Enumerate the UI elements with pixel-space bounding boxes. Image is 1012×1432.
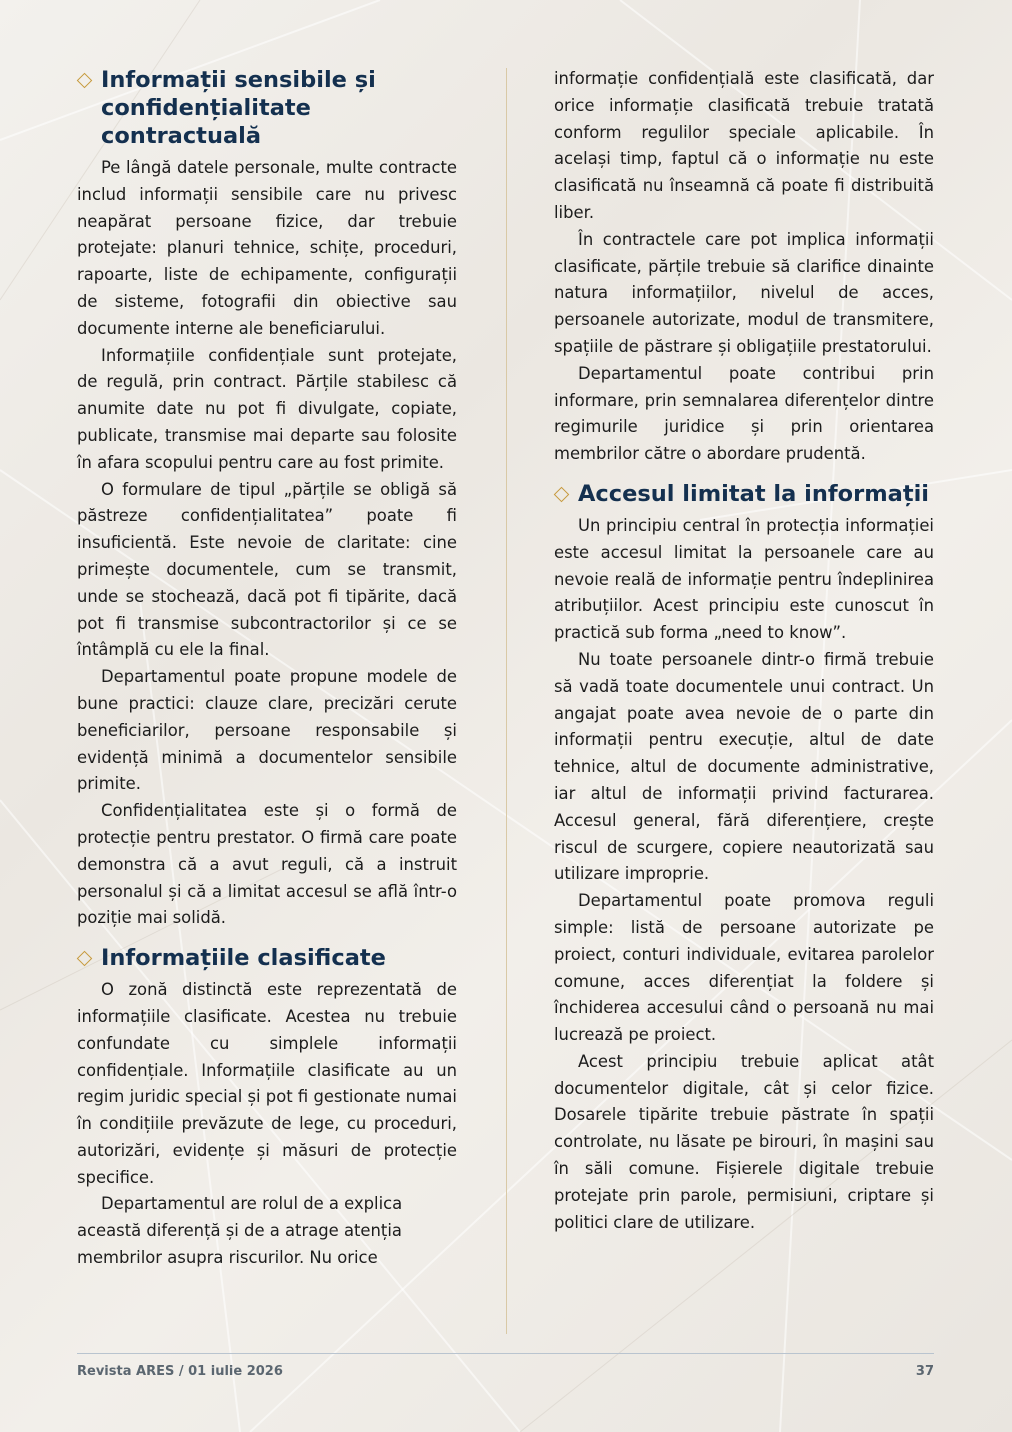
column-divider	[506, 68, 507, 1334]
paragraph: Nu toate persoanele dintr-o firmă trebuie să vadă toate documentele unui contract. Un angajat poate avea nevoie de o parte din informații pentru execuție, altul de date tehnice, altul de documente administrative, iar altul de informații privind facturarea. Accesul general, fără diferențiere, crește riscul de scurgere, copiere neautorizată sau utilizare improprie.	[554, 649, 934, 884]
paragraph: O formulare de tipul „părțile se obligă să păstreze confidențialitatea” poate fi insuficientă. Este nevoie de claritate: cine primește documentele, cum se transmit, unde se stochează, dacă pot fi tipărite, dacă pot fi transmise subcontractorilor și ce se întâmplă cu ele la final.	[77, 479, 457, 660]
paragraph: O zonă distinctă este reprezentată de informațiile clasificate. Acestea nu trebuie confundate cu simplele informații confidențiale. Informațiile clasificate au un regim juridic special și pot fi gestionate numai în condițiile prevăzute de lege, cu proceduri, autorizări, evidențe și măsuri de protecție specifice.	[77, 980, 457, 1187]
paragraph: În contractele care pot implica informații clasificate, părțile trebuie să clarifice dinainte natura informațiilor, nivelul de acces, persoanele autorizate, modul de transmitere, spațiile de păstrare și obligațiile prestatorului.	[554, 229, 934, 356]
paragraph: Departamentul are rolul de a explica această diferență și de a atrage atenția membrilor asupra riscurilor. Nu orice	[77, 1194, 403, 1268]
diamond-outline-icon	[554, 487, 570, 503]
section-heading-text: Informațiile clasificate	[101, 945, 386, 972]
paragraph-continuation: informație confidențială este clasificată, dar orice informație clasificată trebuie tratată conform regulilor speciale aplicabile. În același timp, faptul că o informație nu este clasificată nu înseamnă că poate fi distribuită liber.	[554, 69, 934, 222]
left-column	[77, 66, 457, 1272]
section-heading-text: Informații sensibile și confidențialitate contractuală	[101, 67, 376, 149]
paragraph: Pe lângă datele personale, multe contracte includ informații sensibile care nu privesc neapărat persoane fizice, dar trebuie protejate: planuri tehnice, schițe, proceduri, rapoarte, liste de echipamente, configurații de sisteme, fotografii din obiective sau documente interne ale beneficiarului.	[77, 158, 457, 338]
diamond-outline-icon	[77, 951, 93, 967]
section-heading-text: Accesul limitat la informații	[578, 480, 930, 507]
diamond-outline-icon	[77, 73, 93, 89]
paragraph: Confidențialitatea este și o formă de protecție pentru prestator. O firmă care poate demonstra că a avut reguli, că a instruit personalul și că a limitat accesul se află într-o poziție mai solidă.	[77, 801, 457, 928]
paragraph: Un principiu central în protecția informației este accesul limitat la persoanele care au nevoie reală de informație pentru îndeplinirea atribuțiilor. Acest principiu este cunoscut în practică sub forma „need to know”.	[554, 515, 934, 643]
paragraph: Departamentul poate promova reguli simple: listă de persoane autorizate pe proiect, conturi individuale, evitarea parolelor comune, acces diferențiat la foldere și închiderea accesului când o persoană nu mai lucrează pe proiect.	[554, 891, 934, 1045]
section-heading-classified-info	[77, 944, 457, 972]
paragraph: Departamentul poate propune modele de bune practici: clauze clare, precizări cerute beneficiarilor, persoane responsabile și evidență minimă a documentelor sensibile primite.	[77, 667, 457, 794]
footer-publication: Revista ARES / 01 iulie 2026	[77, 1364, 283, 1379]
footer-rule	[77, 1353, 934, 1354]
section-heading-sensitive-info	[77, 66, 457, 150]
page-number: 37	[915, 1364, 934, 1379]
paragraph: Informațiile confidențiale sunt protejate, de regulă, prin contract. Părțile stabilesc că anumite date nu pot fi divulgate, copiate, publicate, transmise mai departe sau folosite în afara scopului pentru care au fost primite.	[77, 345, 457, 472]
section-heading-limited-access	[554, 480, 934, 508]
paragraph: Acest principiu trebuie aplicat atât documentelor digitale, cât și celor fizice. Dosarele tipărite trebuie păstrate în spații controlate, nu lăsate pe birouri, în mașini sau în săli comune. Fișierele digitale trebuie protejate prin parole, permisiuni, criptare și politici clare de utilizare.	[554, 1051, 934, 1232]
paragraph: Departamentul poate contribui prin informare, prin semnalarea diferențelor dintre regimurile juridice și prin orientarea membrilor către o abordare prudentă.	[554, 363, 934, 464]
right-column	[554, 66, 934, 1236]
